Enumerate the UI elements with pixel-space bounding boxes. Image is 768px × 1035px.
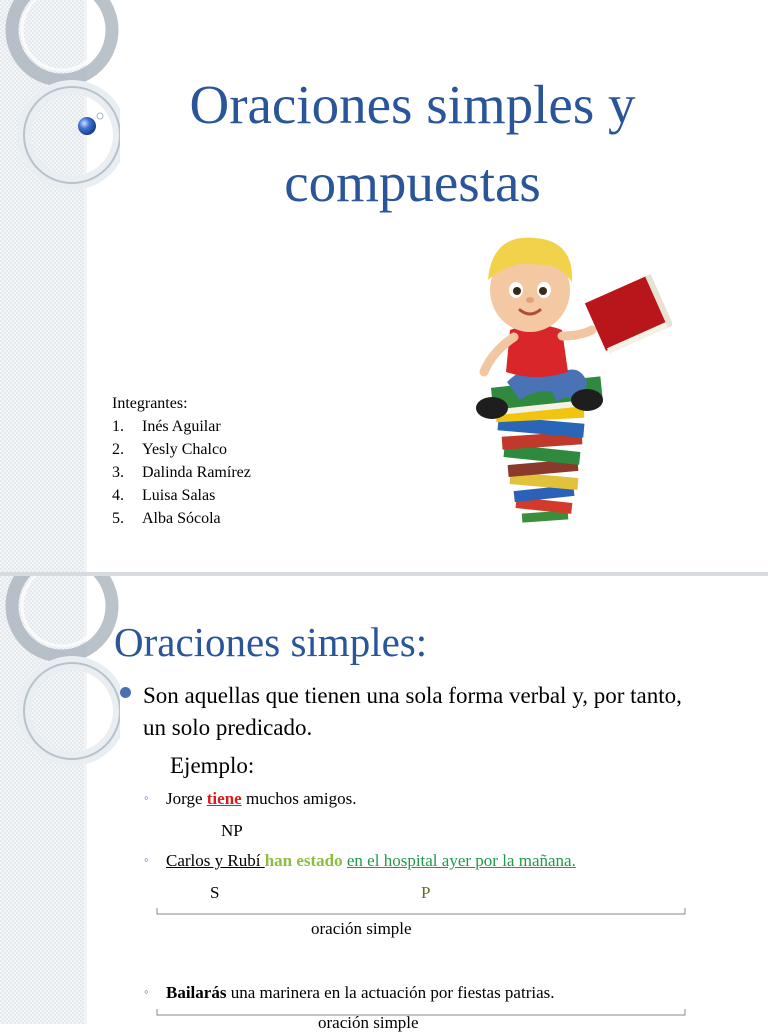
sidebar-circles-decoration: [0, 576, 120, 776]
example-sentence-2: Carlos y Rubí han estado en el hospital ayer por la mañana.: [166, 851, 576, 870]
member-item: 3. Dalinda Ramírez: [112, 464, 251, 481]
sentence-brace: [156, 906, 686, 920]
members-list: [112, 392, 251, 530]
subject-label: S: [210, 883, 220, 902]
page-title: Oraciones simples y compuestas: [189, 74, 636, 213]
sentence-type-caption: oración simple: [318, 1013, 419, 1032]
book-reader-illustration: [462, 232, 672, 537]
example-sentence-1: Jorge tiene muchos amigos.: [166, 789, 357, 808]
member-item: 1. Inés Aguilar: [112, 418, 221, 435]
definition-text: Son aquellas que tienen una sola forma verbal y, por tanto, un solo predicado.: [143, 683, 682, 740]
predicate-label: P: [421, 883, 431, 902]
members-heading: Integrantes:: [112, 395, 188, 412]
sentence-brace: [156, 1007, 686, 1021]
section-title: Oraciones simples:: [114, 619, 428, 665]
verb-label-np: NP: [221, 821, 243, 840]
example-heading: Ejemplo:: [170, 753, 255, 778]
circle-bullet-icon: ◦: [144, 852, 149, 867]
circle-bullet-icon: ◦: [144, 790, 149, 805]
member-item: 2. Yesly Chalco: [112, 441, 228, 458]
bullet-dot-icon: [120, 687, 131, 698]
example-sentence-3: Bailarás una marinera en la actuación por fiestas patrias.: [166, 983, 555, 1002]
member-item: 4. Luisa Salas: [112, 487, 216, 504]
circle-bullet-icon: ◦: [144, 984, 149, 999]
sentence-type-caption: oración simple: [311, 919, 412, 938]
blue-orb-icon: [0, 0, 120, 160]
member-item: 5. Alba Sócola: [112, 510, 221, 527]
